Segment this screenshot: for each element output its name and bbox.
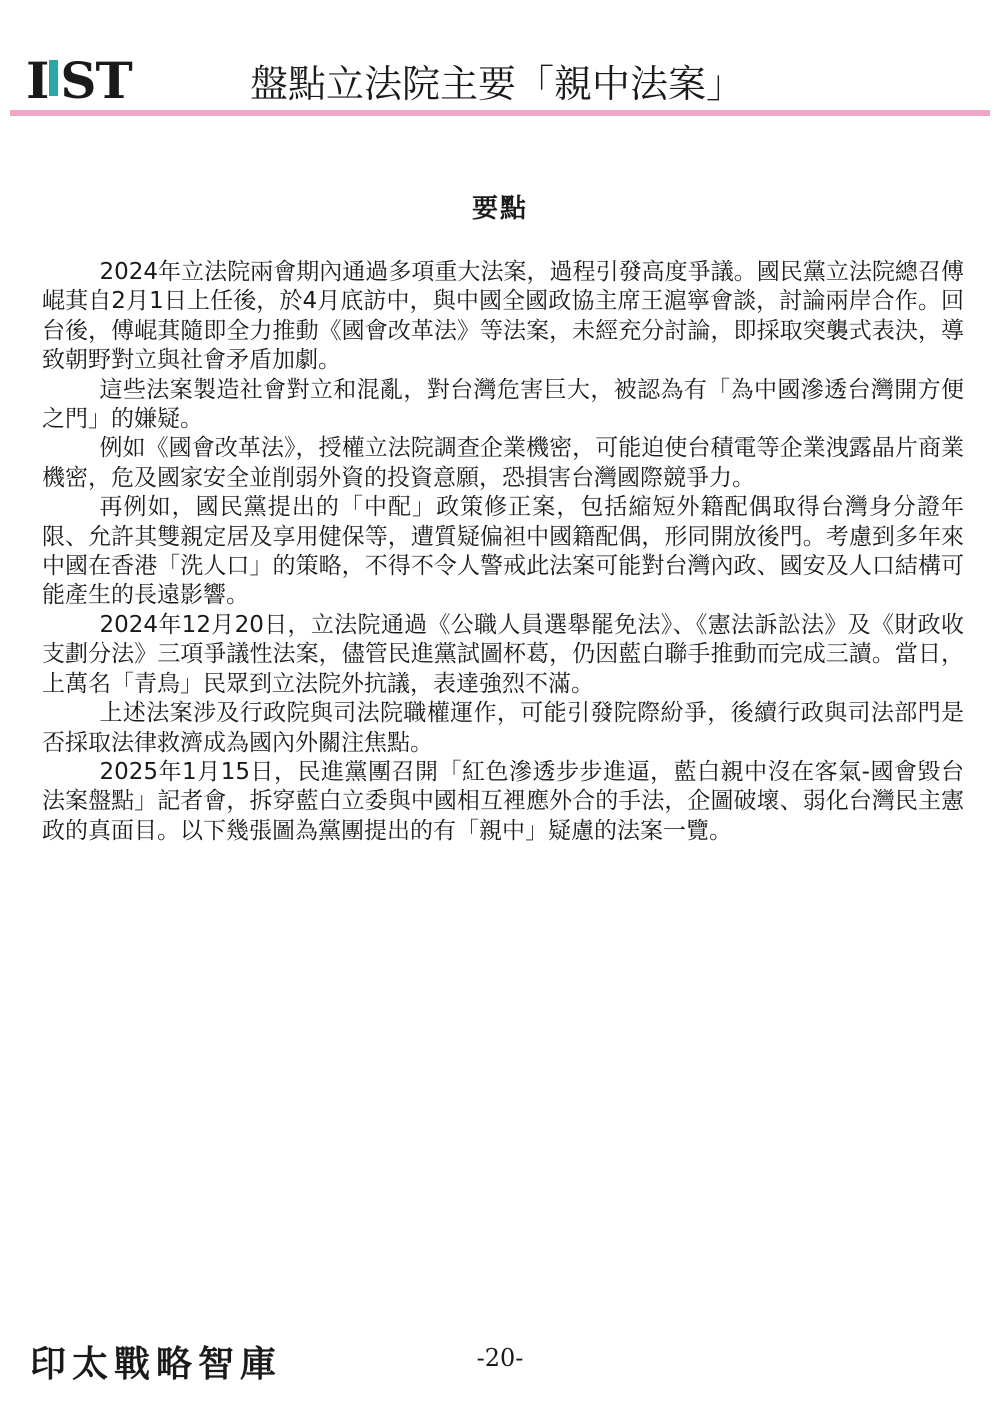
logo-p-shape bbox=[49, 58, 59, 98]
page-number: -20- bbox=[476, 1344, 524, 1372]
page-header bbox=[0, 0, 1000, 120]
header-divider bbox=[10, 110, 990, 116]
footer-brand: 印太戰略智庫 bbox=[30, 1343, 283, 1385]
header-title: 盤點立法院主要「親中法案」 bbox=[250, 62, 745, 106]
body-text bbox=[42, 258, 964, 846]
paragraph: 2024年12月20日，立法院通過《公職人員選舉罷免法》、《憲法訴訟法》及《財政收支劃分法》三項爭議性法案，儘管民進黨試圖杯葛，仍因藍白聯手推動而完成三讀。當日，上萬名「青鳥」民眾到立法院外抗議，表達強烈不滿。 bbox=[42, 611, 964, 697]
logo-letter-left: I bbox=[26, 51, 49, 110]
logo-letters-right: ST bbox=[60, 51, 132, 110]
paragraph: 這些法案製造社會對立和混亂，對台灣危害巨大，被認為有「為中國滲透台灣開方便之門」的嫌疑。 bbox=[42, 376, 964, 433]
paragraph: 2025年1月15日，民進黨團召開「紅色滲透步步進逼，藍白親中沒在客氣-國會毀台法案盤點」記者會，拆穿藍白立委與中國相互裡應外合的手法，企圖破壞、弱化台灣民主憲政的真面目。以下幾張圖為黨團提出的有「親中」疑慮的法案一覽。 bbox=[42, 758, 964, 844]
paragraph: 例如《國會改革法》，授權立法院調查企業機密，可能迫使台積電等企業洩露晶片商業機密，危及國家安全並削弱外資的投資意願，恐損害台灣國際競爭力。 bbox=[42, 435, 964, 491]
paragraph: 上述法案涉及行政院與司法院職權運作，可能引發院際紛爭，後續行政與司法部門是否採取法律救濟成為國內外關注焦點。 bbox=[42, 700, 964, 756]
logo-p-mark bbox=[49, 56, 59, 106]
section-heading: 要點 bbox=[471, 194, 528, 224]
paragraph: 2024年立法院兩會期內通過多項重大法案，過程引發高度爭議。國民黨立法院總召傅崐萁自2月1日上任後，於4月底訪中，與中國全國政協主席王滬寧會談，討論兩岸合作。回台後，傅崐萁隨即全力推動《國會改革法》等法案，未經充分討論，即採取突襲式表決，導致朝野對立與社會矛盾加劇。 bbox=[42, 259, 964, 374]
ipst-logo bbox=[26, 51, 132, 110]
paragraph: 再例如，國民黨提出的「中配」政策修正案，包括縮短外籍配偶取得台灣身分證年限、允許其雙親定居及享用健保等，遭質疑偏袒中國籍配偶，形同開放後門。考慮到多年來中國在香港「洗人口」的策略，不得不令人警戒此法案可能對台灣內政、國安及人口結構可能產生的長遠影響。 bbox=[42, 494, 964, 609]
